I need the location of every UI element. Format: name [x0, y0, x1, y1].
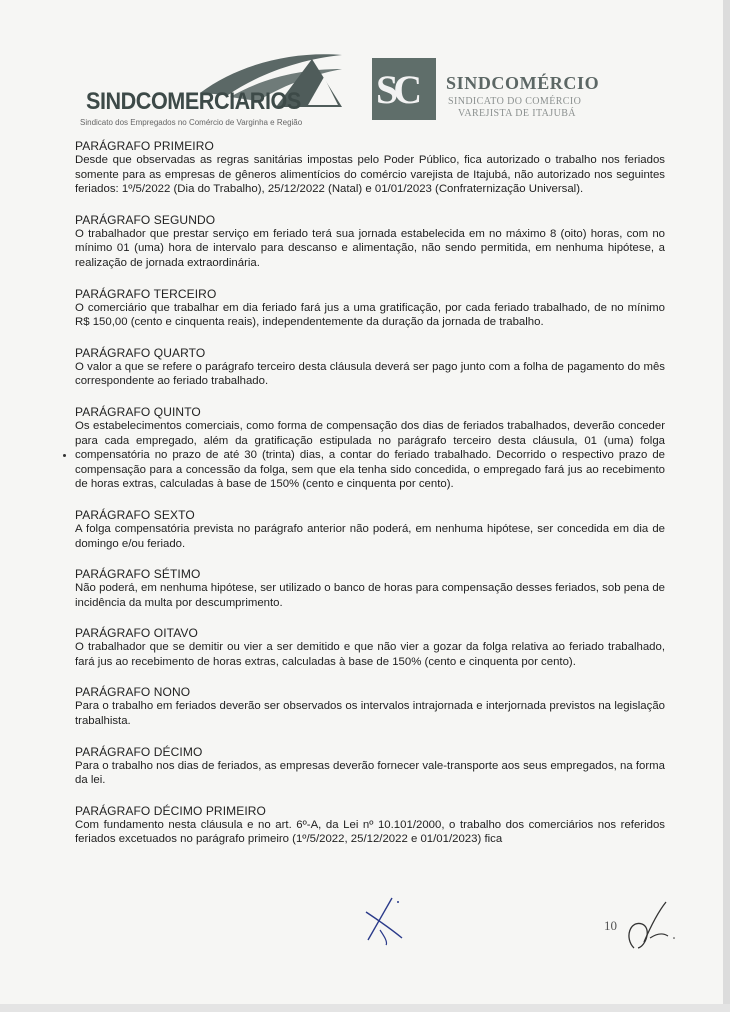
- paragraph-sexto: [75, 509, 665, 551]
- paragraph-title: PARÁGRAFO PRIMEIRO: [75, 139, 214, 153]
- paragraph-oitavo: [75, 627, 665, 669]
- scan-dot: [63, 454, 66, 457]
- signature-initial-left: [362, 890, 414, 946]
- paragraph-text: Com fundamento nesta cláusula e no art. 6º-A, da Lei nº 10.101/2000, o trabalho dos comerciários nos referidos feriados excetuados no parágrafo primeiro (1º/5/2022, 25/12/2022 e 01/01/2023) fica: [75, 818, 665, 846]
- paragraph-nono: [75, 686, 665, 728]
- paragraph-title: PARÁGRAFO SEGUNDO: [75, 212, 216, 227]
- paragraph-setimo: [75, 568, 665, 610]
- scan-edge-bottom: [0, 1004, 730, 1012]
- paragraph-terceiro: [75, 288, 665, 330]
- paragraph-text: Desde que observadas as regras sanitárias impostas pelo Poder Público, fica autorizado o trabalho nos feriados somente para as empresas de gêneros alimentícios do comércio varejista de Itajubá, não autorizado nos seguintes feriados: 1º/5/2022 (Dia do Trabalho), 25/12/2022 (Natal) e 01/01/2023 (Confraternização Universal).: [75, 154, 665, 196]
- paragraph-text: O trabalhador que se demitir ou vier a ser demitido e que não vier a gozar da folga relativa ao feriado trabalhado, fará jus ao recebimento de horas extras, calculadas à base de 150% (cento e cinquenta por cento).: [75, 641, 665, 668]
- left-logo-name: SINDCOMERCIARIOS: [86, 88, 301, 115]
- paragraph-quarto: [75, 347, 665, 389]
- paragraph-title: PARÁGRAFO NONO: [75, 685, 191, 700]
- sindcomerciarios-logo: [80, 45, 350, 135]
- right-logo-subtitle-2: VAREJISTA DE ITAJUBÁ: [458, 108, 576, 119]
- paragraph-title: PARÁGRAFO QUINTO: [75, 404, 201, 419]
- paragraph-text: O trabalhador que prestar serviço em feriado terá sua jornada estabelecida em no máximo 8 (oito) horas, com no mínimo 01 (uma) hora de intervalo para descanso e alimentação, não sendo permitida, em nenhuma hipótese, a realização de jornada extraordinária.: [75, 227, 665, 269]
- paragraph-segundo: [75, 214, 665, 271]
- paragraph-text: O valor a que se refere o parágrafo terceiro desta cláusula deverá ser pago junto com a folha de pagamento do mês correspondente ao feriado trabalhado.: [75, 360, 665, 388]
- sc-monogram-box: [372, 58, 436, 120]
- paragraph-title: PARÁGRAFO TERCEIRO: [75, 286, 217, 301]
- paragraph-quinto: [75, 406, 665, 492]
- sindcomercio-logo: [372, 58, 632, 120]
- right-logo-subtitle-1: SINDICATO DO COMÉRCIO: [448, 96, 582, 107]
- letterhead: [0, 0, 730, 140]
- sc-monogram: SC: [376, 67, 418, 112]
- left-logo-subtitle: Sindicato dos Empregados no Comércio de Varginha e Região: [80, 118, 303, 127]
- paragraph-title: PARÁGRAFO SÉTIMO: [75, 567, 201, 582]
- paragraph-title: PARÁGRAFO QUARTO: [75, 345, 206, 360]
- paragraph-text: Para o trabalho em feriados deverão ser observados os intervalos intrajornada e interjornada previstos na legislação trabalhista.: [75, 700, 665, 728]
- paragraph-text: Para o trabalho nos dias de feriados, as empresas deverão fornecer vale-transporte aos seus empregados, na forma da lei.: [75, 759, 665, 787]
- paragraph-title: PARÁGRAFO SEXTO: [75, 507, 195, 522]
- paragraph-decimo-primeiro: [75, 805, 665, 847]
- paragraph-text: O comerciário que trabalhar em dia feriado fará jus a uma gratificação, por cada feriado trabalhado, de no mínimo R$ 150,00 (cento e cinquenta reais), independentemente da duração da jornada de trabalho.: [75, 301, 665, 329]
- page-number: 10: [604, 918, 617, 933]
- scan-edge-right: [723, 0, 730, 1012]
- paragraph-title: PARÁGRAFO DÉCIMO: [75, 744, 203, 759]
- paragraph-text: A folga compensatória prevista no parágrafo anterior não poderá, em nenhuma hipótese, ser concedida em dia de domingo e/ou feriado.: [75, 522, 665, 550]
- paragraph-primeiro: [75, 140, 665, 197]
- paragraph-decimo: [75, 746, 665, 788]
- paragraph-text: Os estabelecimentos comerciais, como forma de compensação dos dias de feriados trabalhados, deverão conceder para cada empregado, além da gratificação estipulada no parágrafo terceiro desta cláusula, 01 (uma) folga compensatória no prazo de até 30 (trinta) dias, a contar do feriado trabalhado. Decorrido o respectivo prazo de compensação para a concessão da folga, sem que ela tenha sido concedida, o empregado fará jus ao recebimento de horas extras, calculadas à base de 150% (cento e cinquenta por cento).: [75, 419, 665, 491]
- signature-initial-right: [620, 898, 682, 956]
- document-body: [75, 140, 665, 864]
- paragraph-title: PARÁGRAFO DÉCIMO PRIMEIRO: [75, 803, 266, 818]
- paragraph-text: Não poderá, em nenhuma hipótese, ser utilizado o banco de horas para compensação desses feriados, sob pena de incidência da multa por descumprimento.: [75, 582, 665, 609]
- paragraph-title: PARÁGRAFO OITAVO: [75, 626, 198, 641]
- right-logo-name: SINDCOMÉRCIO: [446, 73, 600, 93]
